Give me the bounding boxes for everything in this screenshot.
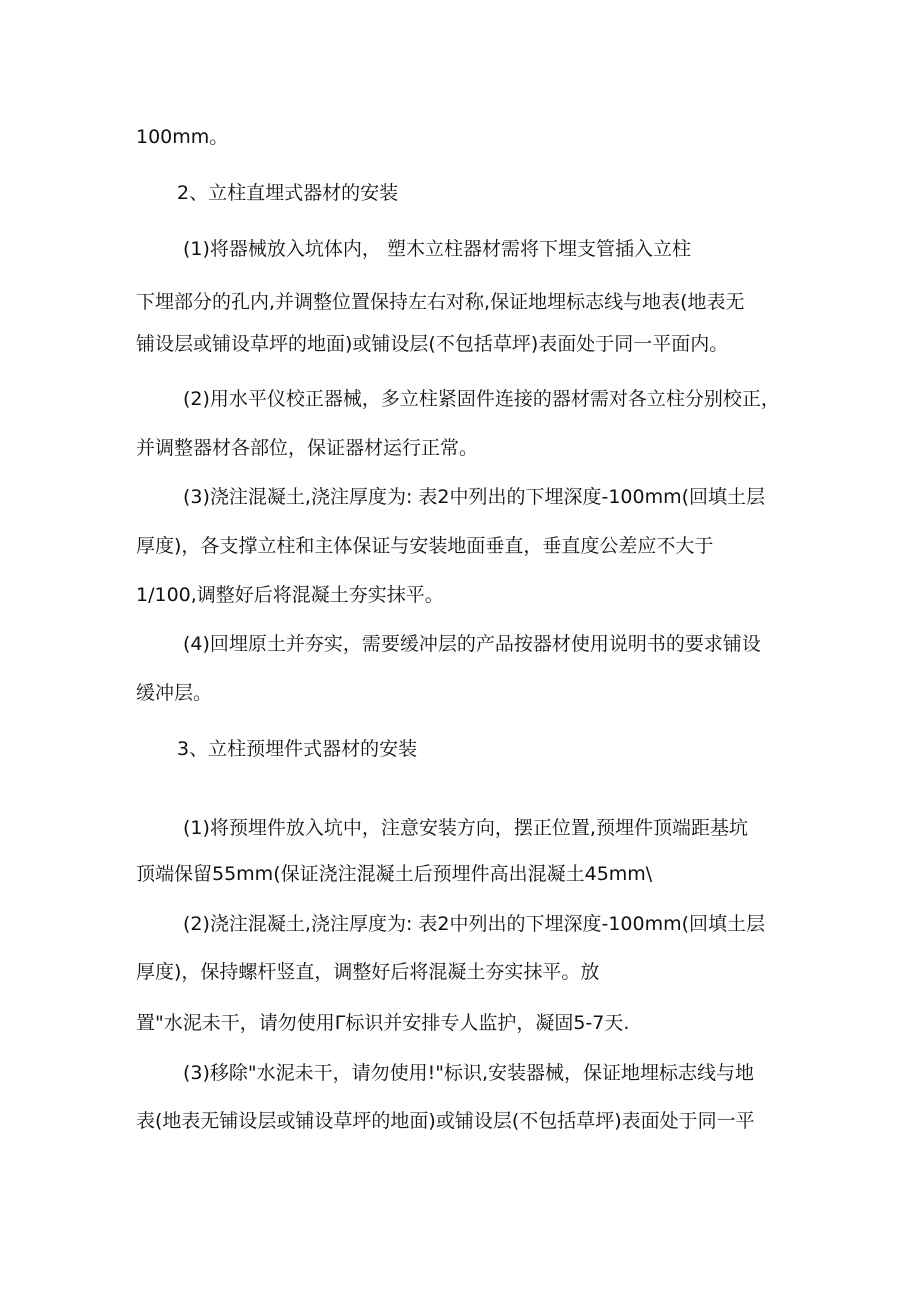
text-line: (1)将器械放入坑体内， 塑木立柱器材需将下埋支管插入立柱 — [183, 238, 691, 260]
text-line: 厚度)，保持螺杆竖直，调整好后将混凝土夯实抹平。放 — [136, 961, 600, 983]
text-line: (2)用水平仪校正器械，多立柱紧固件连接的器材需对各立柱分别校正， — [183, 388, 780, 410]
text-line: 置"水泥未干，请勿使用Γ标识并安排专人监护，凝固5-7天. — [136, 1012, 630, 1034]
text-line: (3)浇注混凝土,浇注厚度为: 表2中列出的下埋深度-100mm(回填土层 — [183, 486, 766, 508]
text-line: 下埋部分的孔内,并调整位置保持左右对称,保证地埋标志线与地表(地表无 — [136, 291, 745, 313]
section-heading: 2、立柱直埋式器材的安装 — [177, 182, 399, 204]
text-line: (1)将预埋件放入坑中，注意安装方向，摆正位置,预埋件顶端距基坑 — [183, 817, 748, 839]
text-line: 1/100,调整好后将混凝土夯实抹平。 — [136, 584, 444, 606]
text-line: (3)移除"水泥未干，请勿使用!"标识,安装器械，保证地埋标志线与地 — [183, 1062, 755, 1084]
text-line: 表(地表无铺设层或铺设草坪的地面)或铺设层(不包括草坪)表面处于同一平 — [136, 1110, 755, 1132]
text-line: (4)回埋原土并夯实，需要缓冲层的产品按器材使用说明书的要求铺设 — [183, 633, 761, 655]
text-line: 铺设层或铺设草坪的地面)或铺设层(不包括草坪)表面处于同一平面内。 — [136, 333, 729, 355]
section-heading: 3、立柱预埋件式器材的安装 — [177, 738, 418, 760]
text-line: 并调整器材各部位，保证器材运行正常。 — [136, 437, 479, 459]
text-line: 缓冲层。 — [136, 682, 213, 704]
text-line: 100mm。 — [136, 126, 229, 148]
text-line: 顶端保留55mm(保证浇注混凝土后预埋件高出混凝土45mm\ — [136, 863, 653, 885]
text-line: 厚度)，各支撑立柱和主体保证与安装地面垂直，垂直度公差应不大于 — [136, 535, 714, 557]
text-line: (2)浇注混凝土,浇注厚度为: 表2中列出的下埋深度-100mm(回填土层 — [183, 913, 766, 935]
